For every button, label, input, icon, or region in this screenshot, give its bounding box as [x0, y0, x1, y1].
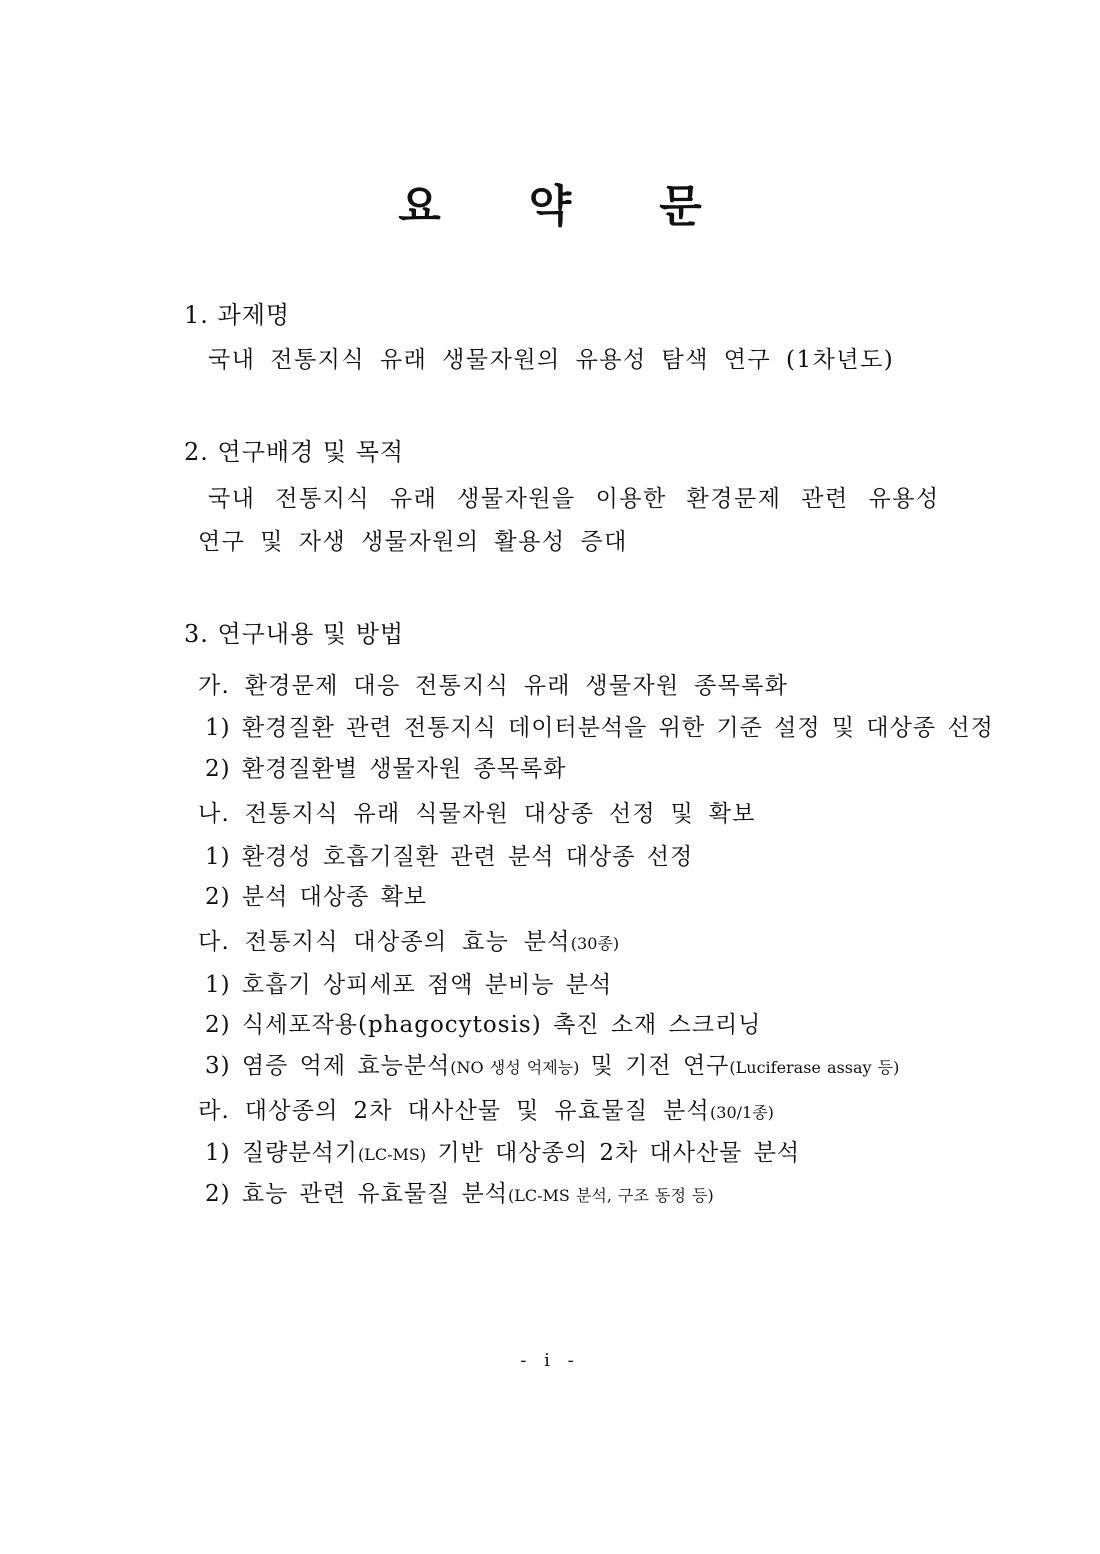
section-2-text-line2: 연구 및 자생 생물자원의 활용성 증대 — [198, 529, 628, 555]
subsection-ra-item-2 — [205, 1179, 714, 1211]
subsection-ga-item-1: 1) 환경질환 관련 전통지식 데이터분석을 위한 기준 설정 및 대상종 선정 — [205, 715, 994, 741]
subsection-ra-item-1 — [205, 1138, 800, 1170]
subsection-na-item-1: 1) 환경성 호흡기질환 관련 분석 대상종 선정 — [205, 844, 694, 870]
subsection-da-title-count: (30종) — [570, 934, 620, 953]
subsection-da-item-1: 1) 호흡기 상피세포 점액 분비능 분석 — [205, 972, 613, 998]
subsection-ra-item-1-part-b: (LC-MS) — [358, 1145, 427, 1164]
subsection-ga-title: 가. 환경문제 대응 전통지식 유래 생물자원 종목록화 — [198, 673, 789, 699]
subsection-ga-item-2: 2) 환경질환별 생물자원 종목록화 — [205, 756, 567, 782]
page-title — [0, 170, 1100, 234]
subsection-da-title — [198, 927, 619, 959]
subsection-na-title: 나. 전통지식 유래 식물자원 대상종 선정 및 확보 — [198, 801, 756, 827]
subsection-ra-item-2-part-b: (LC-MS 분석, 구조 동정 등) — [508, 1186, 714, 1205]
subsection-da-item-3-part-d: (Luciferase assay 등) — [729, 1058, 900, 1077]
subsection-da-item-2: 2) 식세포작용(phagocytosis) 촉진 소재 스크리닝 — [205, 1012, 762, 1038]
subsection-ra-title-count: (30/1종) — [710, 1103, 774, 1122]
subsection-da-title-main: 다. 전통지식 대상종의 효능 분석 — [198, 929, 571, 955]
subsection-da-item-3-part-c: 및 기전 연구 — [579, 1053, 730, 1079]
subsection-ra-title-main: 라. 대상종의 2차 대사산물 및 유효물질 분석 — [198, 1098, 711, 1124]
subsection-da-item-3 — [205, 1051, 899, 1083]
page-title-char: 요 — [398, 181, 441, 232]
subsection-da-item-3-part-a: 3) 염증 억제 효능분석 — [205, 1053, 451, 1079]
section-1-text: 국내 전통지식 유래 생물자원의 유용성 탐색 연구 (1차년도) — [208, 347, 895, 373]
section-3-heading: 3. 연구내용 및 방법 — [184, 620, 405, 648]
subsection-ra-item-1-part-a: 1) 질량분석기 — [205, 1140, 359, 1166]
page-number: - i - — [520, 1350, 580, 1371]
subsection-ra-title — [198, 1096, 774, 1128]
section-2-heading: 2. 연구배경 및 목적 — [184, 438, 405, 466]
page-title-char: 문 — [659, 181, 702, 232]
subsection-ra-item-1-part-c: 기반 대상종의 2차 대사산물 분석 — [426, 1140, 801, 1166]
subsection-na-item-2: 2) 분석 대상종 확보 — [205, 884, 428, 910]
section-2-text-line1: 국내 전통지식 유래 생물자원을 이용한 환경문제 관련 유용성 — [208, 486, 940, 512]
subsection-da-item-3-part-b: (NO 생성 억제능) — [450, 1058, 580, 1077]
subsection-ra-item-2-part-a: 2) 효능 관련 유효물질 분석 — [205, 1181, 509, 1207]
page-title-char: 약 — [528, 181, 572, 232]
section-1-heading: 1. 과제명 — [184, 301, 291, 329]
